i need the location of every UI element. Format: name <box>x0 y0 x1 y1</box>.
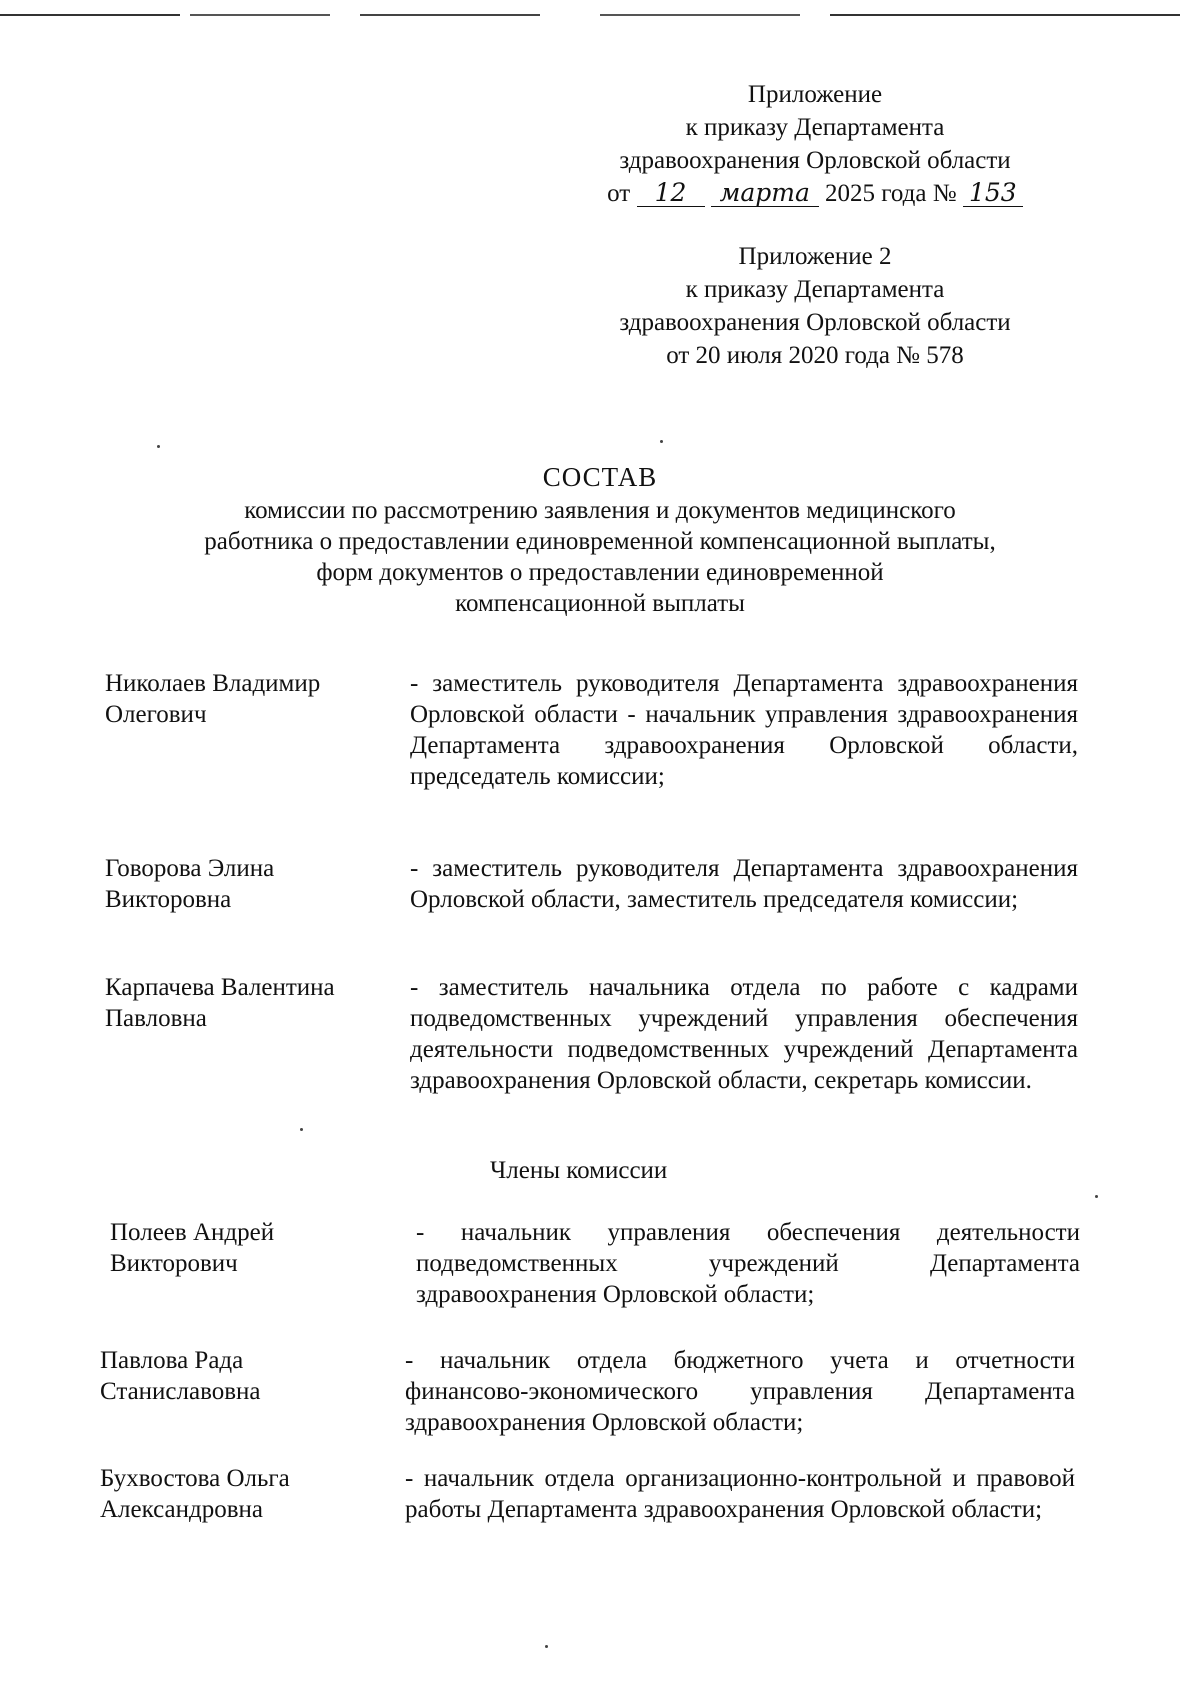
appendix-header-original <box>560 240 1070 372</box>
appendix-date-line <box>560 177 1070 210</box>
member-role: - заместитель руководителя Департамента здравоохранения Орловской области, заместитель председателя комиссии; <box>410 855 1078 913</box>
title-line: комиссии по рассмотрению заявления и документов медицинского <box>244 497 956 524</box>
appendix-label: Приложение 2 <box>738 243 892 270</box>
title-line: форм документов о предоставлении единовременной <box>316 559 884 586</box>
member-role: - начальник отдела бюджетного учета и отчетности финансово-экономического управления Департамента здравоохранения Орловской области; <box>405 1347 1075 1436</box>
member-name: Николаев Владимир Олегович <box>105 670 321 728</box>
appendix-header-current <box>560 78 1070 210</box>
title-line: работника о предоставлении единовременной компенсационной выплаты, <box>204 528 996 555</box>
member-role: - заместитель начальника отдела по работе с кадрами подведомственных учреждений управления обеспечения деятельности подведомственных учреждений Департамента здравоохранения Орловской области, секретарь комиссии. <box>410 974 1078 1094</box>
scan-speck <box>660 440 663 443</box>
scan-speck <box>1095 1195 1098 1198</box>
member-role: - начальник отдела организационно-контрольной и правовой работы Департамента здравоохранения Орловской области; <box>405 1465 1075 1523</box>
scan-edge-line <box>0 14 1200 16</box>
document-title-block <box>110 462 1090 619</box>
member-name: Полеев Андрей Викторович <box>110 1219 275 1277</box>
appendix-order-ref: к приказу Департамента <box>685 114 945 141</box>
handwritten-day: 12 <box>637 180 705 207</box>
appendix-order-ref: к приказу Департамента <box>685 276 945 303</box>
member-name: Павлова Рада Станиславовна <box>100 1347 261 1405</box>
scan-speck <box>300 1128 303 1131</box>
scan-speck <box>157 445 160 448</box>
title-line: компенсационной выплаты <box>455 590 745 617</box>
date-prefix: от <box>607 180 631 207</box>
member-role: - начальник управления обеспечения деятельности подведомственных учреждений Департамента здравоохранения Орловской области; <box>416 1219 1080 1308</box>
date-year-text: 2025 года № <box>825 180 957 207</box>
member-name: Говорова Элина Викторовна <box>105 855 275 913</box>
document-title: СОСТАВ <box>542 462 658 492</box>
appendix-label: Приложение <box>747 81 883 108</box>
scan-speck <box>545 1645 548 1648</box>
handwritten-month: марта <box>711 180 819 207</box>
handwritten-order-number: 153 <box>963 180 1023 207</box>
appendix-department: здравоохранения Орловской области <box>619 309 1011 336</box>
member-name: Карпачева Валентина Павловна <box>105 974 335 1032</box>
members-heading: Члены комиссии <box>490 1157 668 1184</box>
member-name: Бухвостова Ольга Александровна <box>100 1465 290 1523</box>
appendix-department: здравоохранения Орловской области <box>619 147 1011 174</box>
member-role: - заместитель руководителя Департамента здравоохранения Орловской области - начальник управления здравоохранения Департамента здравоохранения Орловской области, председатель комиссии; <box>410 670 1078 790</box>
appendix-date-line: от 20 июля 2020 года № 578 <box>666 342 964 369</box>
